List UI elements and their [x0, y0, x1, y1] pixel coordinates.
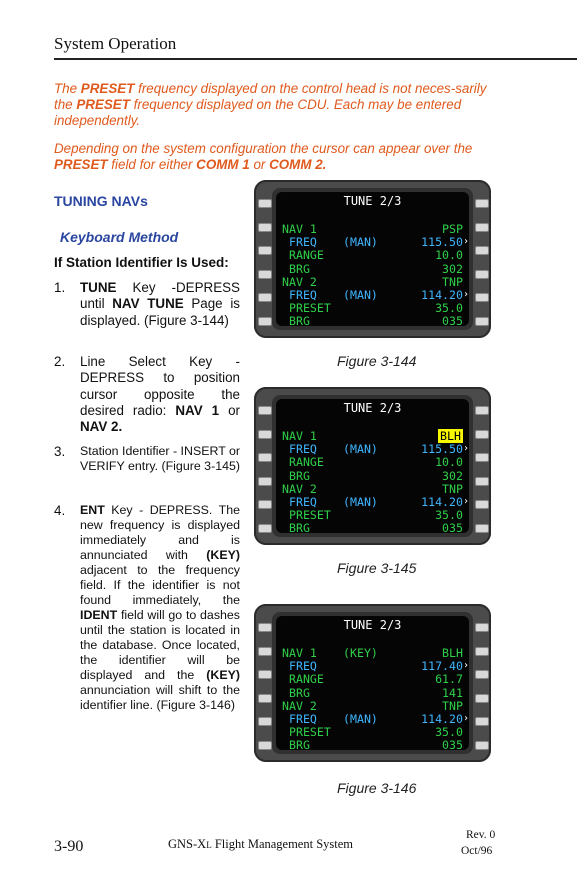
- cdu-field-value: TNP: [442, 274, 463, 289]
- step-text: Line Select Key - DEPRESS to position cursor opposite the desired radio: NAV 1 or NAV 2.: [80, 354, 240, 435]
- cdu-field-label: NAV 1: [282, 429, 317, 443]
- cdu-field-label: PRESET: [282, 508, 331, 523]
- cdu-row: [282, 262, 463, 276]
- line-select-key-left[interactable]: [258, 694, 272, 703]
- cdu-page-title: TUNE 2/3: [343, 401, 402, 415]
- header-rule: [54, 58, 577, 60]
- cdu-field-value: BLH: [442, 646, 463, 660]
- note-preset: [54, 81, 494, 129]
- note-emphasis: PRESET: [76, 97, 130, 112]
- step-number: 4.: [54, 503, 66, 518]
- note-emphasis: PRESET: [80, 81, 135, 96]
- line-select-key-left[interactable]: [258, 246, 272, 255]
- line-select-key-left[interactable]: [258, 477, 272, 486]
- cdu-field-value: 61.7: [435, 672, 463, 687]
- line-select-key-left[interactable]: [258, 293, 272, 302]
- note-emphasis: COMM 2.: [269, 157, 327, 172]
- cdu-row: [282, 482, 463, 496]
- cdu-field-label: FREQ: [282, 288, 317, 302]
- figure-caption: Figure 3-146: [337, 780, 417, 796]
- cdu-annunciation: (MAN): [343, 235, 378, 250]
- line-select-key-left[interactable]: [258, 406, 272, 415]
- chevron-right-icon: ›: [462, 496, 469, 507]
- figure-caption: Figure 3-144: [337, 353, 417, 369]
- cdu-field-value: 035: [442, 738, 463, 753]
- cdu-row: [282, 248, 463, 262]
- cdu-field-label: BRG: [282, 468, 310, 483]
- chevron-right-icon: ›: [462, 289, 469, 300]
- line-select-key-right[interactable]: [475, 524, 489, 533]
- cdu-annunciation: (MAN): [343, 288, 378, 302]
- cdu-field-label: RANGE: [282, 455, 324, 470]
- cdu-field-label: FREQ: [282, 442, 317, 457]
- cdu-row: [282, 442, 469, 457]
- footer-title: GNS-XL Flight Management System: [168, 837, 354, 851]
- cdu-field-label: BRG: [282, 314, 310, 329]
- cdu-field-label: NAV 2: [282, 698, 317, 713]
- figure-caption: Figure 3-145: [337, 560, 417, 576]
- cdu-field-value: 115.50: [421, 442, 463, 457]
- cdu-row: [282, 659, 469, 674]
- cdu-row: [282, 646, 463, 660]
- step-number: 3.: [54, 444, 66, 459]
- cdu-annunciation: (MAN): [343, 442, 378, 457]
- step-text: TUNE Key -DEPRESS until NAV TUNE Page is displayed. (Figure 3-144): [80, 280, 240, 328]
- cdu-annunciation: (MAN): [343, 495, 378, 509]
- note-cursor: [54, 141, 494, 173]
- cdu-field-label: RANGE: [282, 672, 324, 687]
- cdu-screen: [276, 616, 469, 753]
- note-emphasis: PRESET: [54, 157, 108, 172]
- note-text: frequency displayed on the CDU. Each may be entered independently.: [54, 97, 462, 128]
- cdu-field-value: TNP: [442, 698, 463, 713]
- cdu-field-label: BRG: [282, 261, 310, 276]
- page-header: System Operation: [54, 34, 177, 53]
- cdu-row: [282, 429, 463, 443]
- cdu-field-label: NAV 1: [282, 646, 317, 660]
- line-select-key-right[interactable]: [475, 270, 489, 279]
- line-select-key-right[interactable]: [475, 223, 489, 232]
- note-text: Depending on the system configuration the cursor can appear over the: [54, 141, 473, 156]
- section-subtitle: Keyboard Method: [60, 229, 179, 245]
- step-number: 1.: [54, 280, 66, 295]
- cdu-row: [282, 288, 469, 302]
- line-select-key-left[interactable]: [258, 647, 272, 656]
- cdu-field-label: NAV 1: [282, 222, 317, 236]
- cdu-row: [282, 725, 463, 739]
- chevron-right-icon: ›: [462, 660, 469, 672]
- cdu-field-value: PSP: [442, 222, 463, 236]
- cdu-cursor-field: BLH: [440, 429, 461, 443]
- line-select-key-left[interactable]: [258, 500, 272, 509]
- cdu-page-title: TUNE 2/3: [343, 194, 402, 208]
- cdu-field-label: NAV 2: [282, 481, 317, 496]
- line-select-key-left[interactable]: [258, 317, 272, 326]
- cdu-field-value: 141: [442, 685, 463, 700]
- cdu-row: [282, 495, 469, 509]
- line-select-key-right[interactable]: [475, 317, 489, 326]
- section-lead: If Station Identifier Is Used:: [54, 255, 229, 270]
- cdu-field-label: BRG: [282, 685, 310, 700]
- cdu-screen: [276, 399, 469, 536]
- cdu-display: [254, 387, 491, 545]
- line-select-key-left[interactable]: [258, 670, 272, 679]
- line-select-key-left[interactable]: [258, 623, 272, 632]
- line-select-key-right[interactable]: [475, 453, 489, 462]
- cdu-row: [282, 469, 463, 483]
- line-select-key-right[interactable]: [475, 199, 489, 208]
- chevron-right-icon: ›: [462, 713, 469, 724]
- line-select-key-left[interactable]: [258, 199, 272, 208]
- cdu-field-value: 35.0: [435, 508, 463, 523]
- cdu-row: [282, 455, 463, 469]
- cdu-field-label: PRESET: [282, 301, 331, 316]
- cdu-row: [282, 672, 463, 686]
- line-select-key-right[interactable]: [475, 430, 489, 439]
- cdu-field-label: FREQ: [282, 495, 317, 509]
- line-select-key-right[interactable]: [475, 500, 489, 509]
- cdu-display: [254, 180, 491, 338]
- line-select-key-right[interactable]: [475, 293, 489, 302]
- chevron-right-icon: ›: [462, 443, 469, 455]
- cdu-row: [282, 235, 469, 250]
- line-select-key-right[interactable]: [475, 741, 489, 750]
- line-select-key-left[interactable]: [258, 717, 272, 726]
- cdu-row: [282, 686, 463, 700]
- footer-rev: Rev. 0: [466, 829, 496, 841]
- cdu-field-value: 115.50: [421, 235, 463, 250]
- cdu-row: [282, 275, 463, 289]
- line-select-key-left[interactable]: [258, 524, 272, 533]
- cdu-field-value: 35.0: [435, 301, 463, 316]
- line-select-key-left[interactable]: [258, 270, 272, 279]
- cdu-field-label: FREQ: [282, 712, 317, 726]
- cdu-field-value: 035: [442, 314, 463, 329]
- cdu-screen: [276, 192, 469, 329]
- cdu-row: [282, 508, 463, 522]
- cdu-field-label: BRG: [282, 738, 310, 753]
- cdu-row: [282, 301, 463, 315]
- note-text: The: [54, 81, 81, 96]
- footer-date: Oct/96: [461, 845, 493, 857]
- line-select-key-right[interactable]: [475, 694, 489, 703]
- cdu-field-value: 114.20: [421, 495, 463, 509]
- line-select-key-right[interactable]: [475, 406, 489, 415]
- step-text: ENT Key - DEPRESS. The new frequency is displayed immediately and is annunciated with (KEY) adjacent to the frequency field. If the identifier is not found immediately, the IDENT field will go to dashes until the station is located in the database. Once located, the identifier will be displayed and the (KEY) annunciation will shift to the identifier line. (Figure 3-146): [80, 503, 240, 712]
- cdu-field-value: 302: [442, 468, 463, 483]
- step-number: 2.: [54, 354, 66, 369]
- line-select-key-right[interactable]: [475, 246, 489, 255]
- cdu-display: [254, 604, 491, 762]
- cdu-field-value: 114.20: [421, 288, 463, 302]
- note-text: or: [249, 157, 270, 172]
- note-text: field for either: [107, 157, 197, 172]
- chevron-right-icon: ›: [462, 236, 469, 248]
- cdu-field-value: 117.40: [421, 659, 463, 674]
- line-select-key-left[interactable]: [258, 223, 272, 232]
- line-select-key-right[interactable]: [475, 477, 489, 486]
- cdu-field-label: FREQ: [282, 659, 317, 674]
- cdu-field-label: RANGE: [282, 248, 324, 263]
- line-select-key-left[interactable]: [258, 453, 272, 462]
- line-select-key-right[interactable]: [475, 670, 489, 679]
- line-select-key-right[interactable]: [475, 647, 489, 656]
- cdu-field-value: 35.0: [435, 725, 463, 740]
- cdu-field-label: FREQ: [282, 235, 317, 250]
- line-select-key-left[interactable]: [258, 430, 272, 439]
- cdu-row: [282, 222, 463, 236]
- cdu-field-label: PRESET: [282, 725, 331, 740]
- cdu-field-value: 10.0: [435, 248, 463, 263]
- cdu-field-value: 10.0: [435, 455, 463, 470]
- cdu-field-value: 302: [442, 261, 463, 276]
- cdu-field-value: 114.20: [421, 712, 463, 726]
- cdu-field-label: BRG: [282, 521, 310, 536]
- cdu-field-value: 035: [442, 521, 463, 536]
- page-number: 3-90: [54, 838, 84, 855]
- cdu-row: [282, 738, 463, 752]
- cdu-field-value: TNP: [442, 481, 463, 496]
- section-title: TUNING NAVs: [54, 193, 148, 209]
- cdu-page-title: TUNE 2/3: [343, 618, 402, 632]
- cdu-row: [282, 712, 469, 726]
- cdu-row: [282, 699, 463, 713]
- cdu-row: [282, 314, 463, 328]
- note-text: frequency displayed on the control head is not neces-sarily the: [54, 81, 487, 112]
- cdu-annunciation: (MAN): [343, 712, 378, 726]
- step-text: Station Identifier - INSERT or VERIFY entry. (Figure 3-145): [80, 444, 241, 473]
- line-select-key-right[interactable]: [475, 623, 489, 632]
- cdu-row: [282, 521, 463, 535]
- cdu-field-label: NAV 2: [282, 274, 317, 289]
- cdu-annunciation: (KEY): [343, 646, 378, 660]
- line-select-key-left[interactable]: [258, 741, 272, 750]
- line-select-key-right[interactable]: [475, 717, 489, 726]
- note-emphasis: COMM 1: [196, 157, 250, 172]
